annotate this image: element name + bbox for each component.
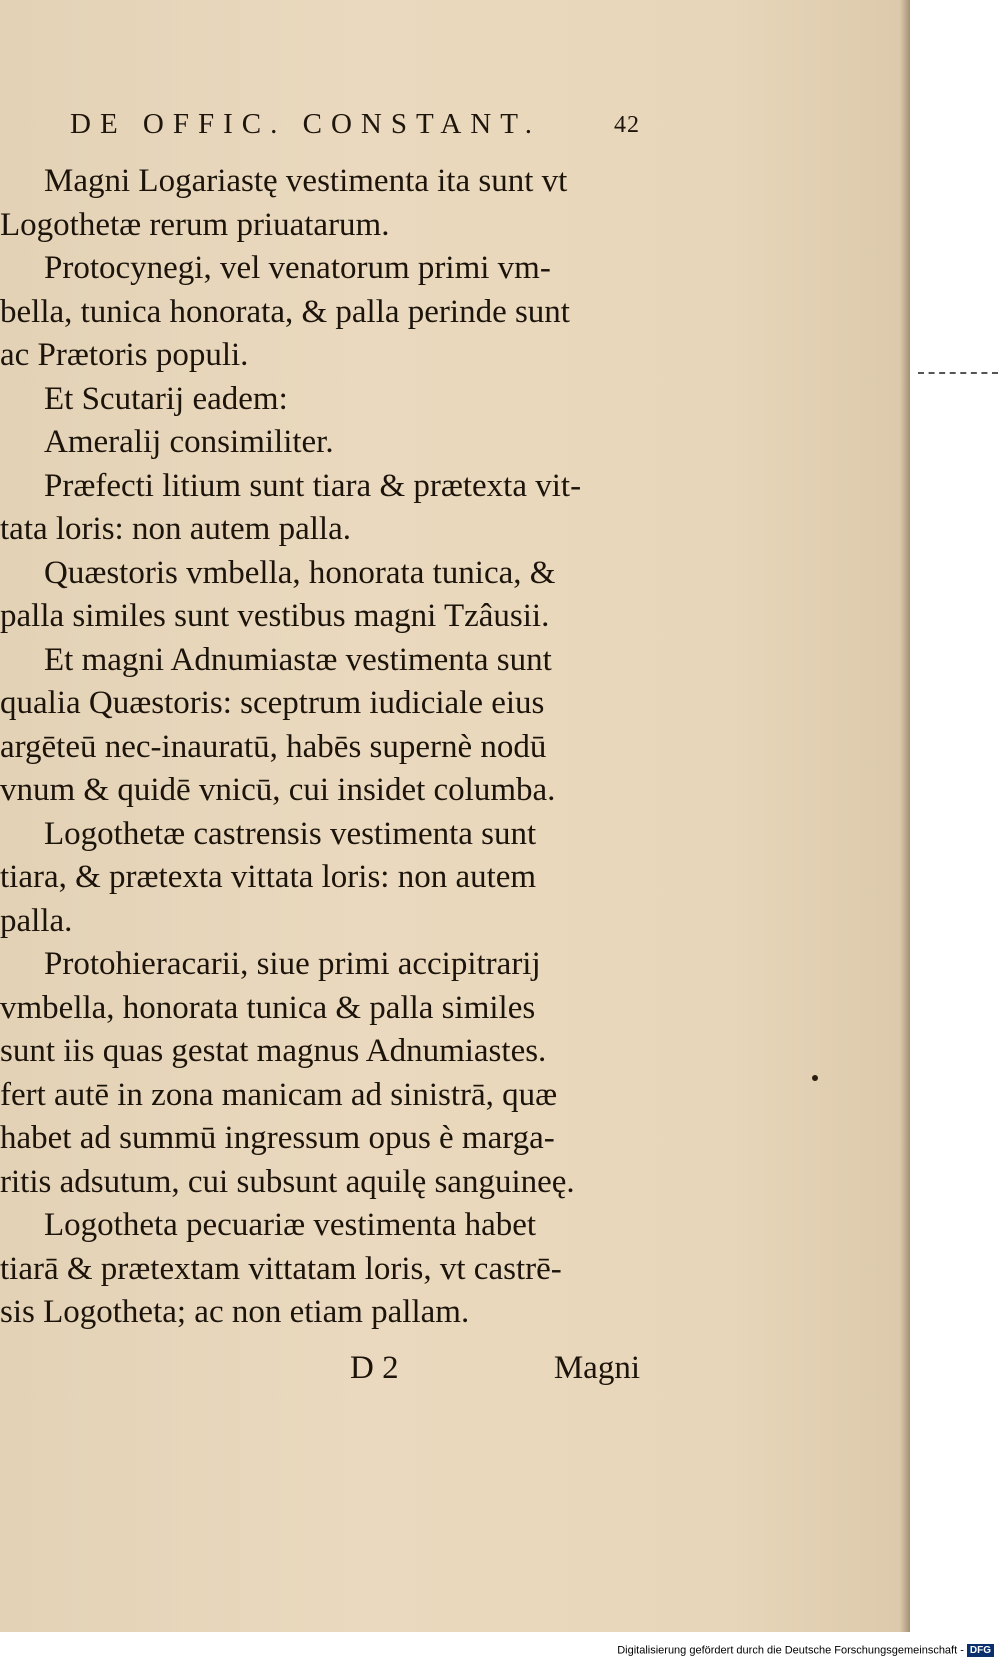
text-line: qualia Quæstoris: sceptrum iudiciale eius [0, 685, 545, 721]
text-line: Logothetæ rerum priuatarum. [0, 206, 390, 243]
dfg-logo-icon: DFG [967, 1644, 994, 1657]
text-line: Protohieracarii, siue primi accipitrarij [44, 946, 541, 982]
text-line: Magni Logariastę vestimenta ita sunt vt [44, 163, 568, 199]
text-line: ritis adsutum, cui subsunt aquilę sanguineę. [0, 1163, 575, 1200]
text-line: Logotheta pecuariæ vestimenta habet [44, 1207, 537, 1243]
text-line: Protocynegi, vel venatorum primi vm- [44, 250, 551, 286]
text-line: vmbella, honorata tunica & palla similes [0, 989, 536, 1026]
page-footer [350, 1350, 640, 1395]
text-line: palla similes sunt vestibus magni Tzâusii. [0, 598, 550, 634]
text-line: tata loris: non autem palla. [0, 511, 351, 547]
cut-mark [918, 372, 998, 374]
page-edge-shadow [900, 0, 910, 1632]
attribution-bar [0, 1632, 1000, 1670]
text-line: ac Prætoris populi. [0, 337, 249, 373]
text-line: habet ad summū ingressum opus è marga- [0, 1120, 555, 1156]
attribution [617, 1644, 994, 1657]
text-line: fert autē in zona manicam ad sinistrā, quæ [0, 1076, 558, 1113]
text-line: Ameralij consimiliter. [44, 424, 334, 460]
running-head: DE OFFIC. CONSTANT. [70, 108, 542, 140]
text-line: Quæstoris vmbella, honorata tunica, & [44, 554, 556, 591]
text-line: palla. [0, 902, 73, 939]
text-line: vnum & quidē vnicū, cui insidet columba. [0, 772, 556, 808]
signature-mark: D 2 [350, 1350, 399, 1386]
ink-speck [812, 1075, 818, 1081]
text-line: Præfecti litium sunt tiara & prætexta vit- [44, 467, 582, 504]
page-number: 42 [614, 112, 640, 138]
text-line: Logothetæ castrensis vestimenta sunt [44, 815, 537, 852]
text-line: argēteū nec-inauratū, habēs supernè nodū [0, 728, 547, 765]
catchword: Magni [553, 1350, 640, 1386]
text-line: Et Scutarij eadem: [44, 380, 288, 417]
attribution-text: Digitalisierung gefördert durch die Deutsche Forschungsgemeinschaft - [617, 1644, 964, 1657]
text-line: sunt iis quas gestat magnus Adnumiastes. [0, 1033, 547, 1069]
text-line: bella, tunica honorata, & palla perinde sunt [0, 293, 570, 330]
text-line: Et magni Adnumiastæ vestimenta sunt [44, 641, 552, 678]
margin-strip [910, 0, 1000, 1632]
page-header [70, 108, 640, 148]
text-line: sis Logotheta; ac non etiam pallam. [0, 1294, 470, 1330]
text-line: tiarā & prætextam vittatam loris, vt castrē- [0, 1250, 562, 1287]
body-text [0, 160, 650, 1335]
text-line: tiara, & prætexta vittata loris: non autem [0, 859, 537, 895]
